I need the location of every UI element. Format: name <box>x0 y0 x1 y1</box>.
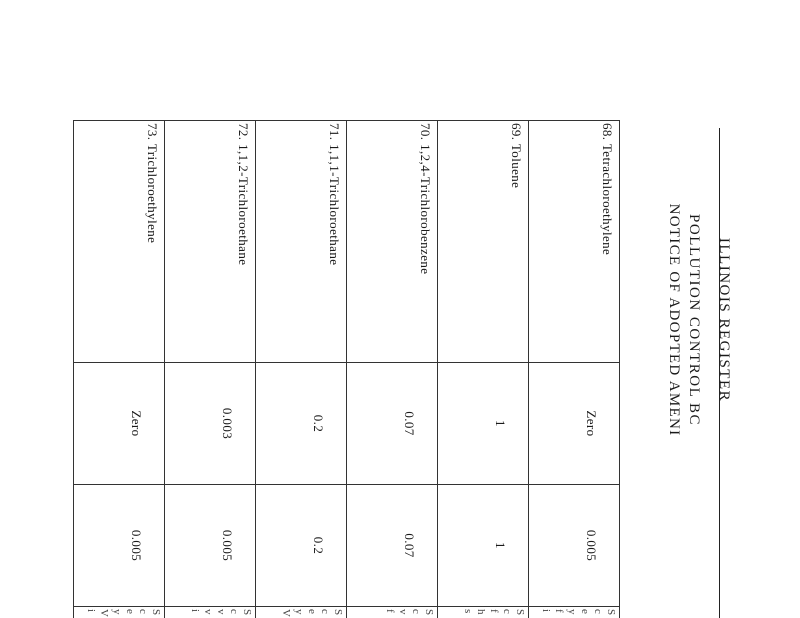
mclg-value: 0.2 <box>311 414 326 433</box>
contaminant-name: 71. 1,1,1-Trichloroethane <box>327 123 342 266</box>
value-cell <box>256 485 347 607</box>
mcl-value: 1 <box>493 542 508 549</box>
cut-off-text: S c e y V i <box>85 609 162 618</box>
header-rule <box>719 128 720 618</box>
contaminant-name: 69. Toluene <box>509 123 524 189</box>
cut-off-cell <box>529 607 620 618</box>
cut-off-cell <box>256 607 347 618</box>
cut-off-cell <box>347 607 438 618</box>
mcl-value: 0.07 <box>402 533 417 558</box>
cut-off-cell <box>74 607 165 618</box>
value-cell <box>438 363 529 485</box>
mcl-value: 0.005 <box>584 529 599 562</box>
contaminant-cell <box>347 121 438 363</box>
contaminant-cell <box>165 121 256 363</box>
value-cell <box>529 363 620 485</box>
table-row <box>74 121 165 618</box>
value-cell <box>165 363 256 485</box>
cut-off-text: S c f h s <box>462 609 526 616</box>
table-row <box>256 121 347 618</box>
contaminant-name: 73. Trichloroethylene <box>145 123 160 244</box>
table-row <box>165 121 256 618</box>
rotated-page-content <box>85 0 740 618</box>
value-cell <box>74 485 165 607</box>
contaminant-cell <box>529 121 620 363</box>
value-cell <box>438 485 529 607</box>
mcl-value: 0.2 <box>311 536 326 555</box>
mclg-value: 1 <box>493 420 508 427</box>
value-cell <box>256 363 347 485</box>
notice-title: NOTICE OF ADOPTED AMENI <box>666 203 682 437</box>
cut-off-cell <box>165 607 256 618</box>
value-cell <box>529 485 620 607</box>
mclg-value: Zero <box>584 410 599 437</box>
contaminant-cell <box>74 121 165 363</box>
contaminant-cell <box>438 121 529 363</box>
cut-off-text: S c e y f i <box>540 609 617 616</box>
contaminant-cell <box>256 121 347 363</box>
cut-off-cell <box>438 607 529 618</box>
contaminant-name: 72. 1,1,2-Trichloroethane <box>236 123 251 266</box>
value-cell <box>74 363 165 485</box>
table-row <box>347 121 438 618</box>
cut-off-text: S c v f <box>384 609 435 616</box>
mclg-value: 0.07 <box>402 411 417 436</box>
contaminant-name: 68. Tetrachloroethylene <box>600 123 615 256</box>
table-row <box>438 121 529 618</box>
value-cell <box>347 485 438 607</box>
value-cell <box>347 363 438 485</box>
value-cell <box>165 485 256 607</box>
mclg-value: Zero <box>129 410 144 437</box>
mcl-value: 0.005 <box>129 529 144 562</box>
contaminant-table <box>73 120 620 618</box>
board-title: POLLUTION CONTROL BC <box>686 214 702 426</box>
cut-off-text: S c v v i <box>189 609 253 616</box>
cut-off-text: S c e y V <box>280 609 344 618</box>
contaminant-name: 70. 1,2,4-Trichlorobenzene <box>418 123 433 275</box>
table-row <box>529 121 620 618</box>
register-title: ILLINOIS REGISTER <box>716 237 732 403</box>
mclg-value: 0.003 <box>220 407 235 440</box>
mcl-value: 0.005 <box>220 529 235 562</box>
